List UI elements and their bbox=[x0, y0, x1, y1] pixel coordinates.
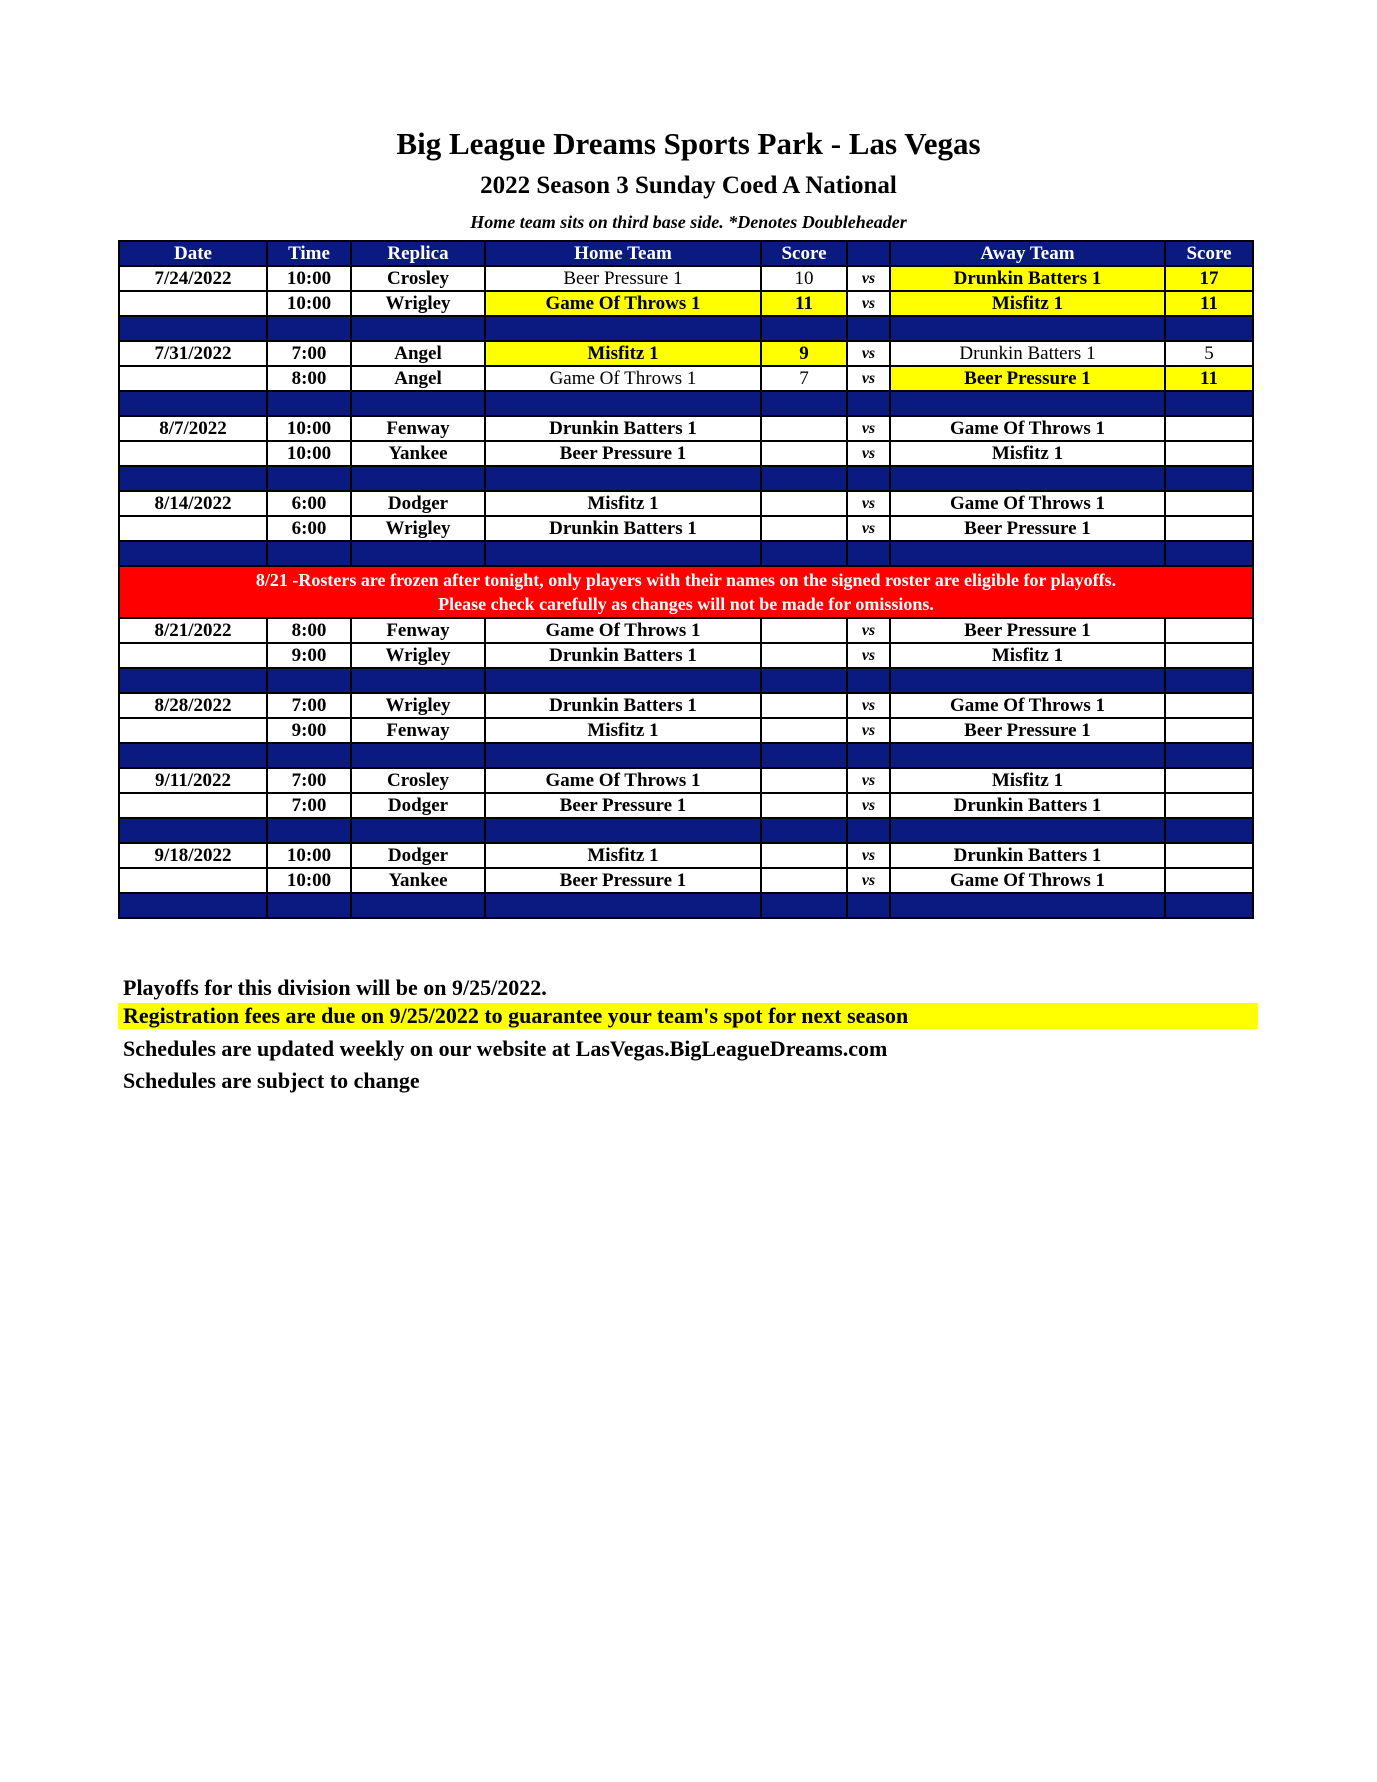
home-score bbox=[761, 618, 847, 643]
col-header-home-team: Home Team bbox=[485, 241, 761, 266]
separator-cell bbox=[485, 893, 761, 918]
col-header-away-score: Score bbox=[1165, 241, 1253, 266]
game-replica-field: Fenway bbox=[351, 718, 485, 743]
home-team: Beer Pressure 1 bbox=[485, 266, 761, 291]
game-replica-field: Fenway bbox=[351, 618, 485, 643]
separator-cell bbox=[351, 893, 485, 918]
separator-cell bbox=[1165, 541, 1253, 566]
schedule-table bbox=[118, 240, 1254, 919]
home-score bbox=[761, 768, 847, 793]
separator-cell bbox=[761, 391, 847, 416]
separator-cell bbox=[119, 466, 267, 491]
home-team: Game Of Throws 1 bbox=[485, 618, 761, 643]
roster-notice-line2: Please check carefully as changes will not be made for omissions. bbox=[438, 594, 934, 614]
separator-cell bbox=[761, 818, 847, 843]
separator-cell bbox=[847, 316, 890, 341]
page-note: Home team sits on third base side. *Denotes Doubleheader bbox=[470, 212, 907, 232]
separator-cell bbox=[119, 743, 267, 768]
vs-label: vs bbox=[847, 643, 890, 668]
table-row bbox=[119, 618, 1253, 643]
separator-cell bbox=[351, 316, 485, 341]
home-score bbox=[761, 718, 847, 743]
away-score bbox=[1165, 718, 1253, 743]
away-team: Game Of Throws 1 bbox=[890, 491, 1165, 516]
separator-cell bbox=[890, 818, 1165, 843]
game-date: 8/7/2022 bbox=[119, 416, 267, 441]
game-time: 7:00 bbox=[267, 341, 351, 366]
separator-cell bbox=[890, 893, 1165, 918]
vs-label: vs bbox=[847, 868, 890, 893]
separator-cell bbox=[847, 668, 890, 693]
separator-cell bbox=[119, 818, 267, 843]
game-replica-field: Wrigley bbox=[351, 693, 485, 718]
game-date bbox=[119, 291, 267, 316]
separator-cell bbox=[761, 743, 847, 768]
vs-label: vs bbox=[847, 416, 890, 441]
separator-cell bbox=[351, 391, 485, 416]
separator-cell bbox=[847, 466, 890, 491]
separator-cell bbox=[847, 391, 890, 416]
separator-cell bbox=[1165, 818, 1253, 843]
home-team: Misfitz 1 bbox=[485, 718, 761, 743]
game-replica-field: Yankee bbox=[351, 868, 485, 893]
game-replica-field: Crosley bbox=[351, 266, 485, 291]
away-score bbox=[1165, 491, 1253, 516]
separator-cell bbox=[890, 316, 1165, 341]
game-time: 7:00 bbox=[267, 793, 351, 818]
separator-cell bbox=[351, 818, 485, 843]
vs-label: vs bbox=[847, 718, 890, 743]
separator-cell bbox=[351, 743, 485, 768]
home-team: Misfitz 1 bbox=[485, 843, 761, 868]
home-team: Misfitz 1 bbox=[485, 491, 761, 516]
separator-cell bbox=[267, 668, 351, 693]
away-score bbox=[1165, 618, 1253, 643]
game-date bbox=[119, 868, 267, 893]
vs-label: vs bbox=[847, 491, 890, 516]
game-replica-field: Wrigley bbox=[351, 516, 485, 541]
separator-row bbox=[119, 316, 1253, 341]
separator-cell bbox=[847, 743, 890, 768]
separator-cell bbox=[267, 541, 351, 566]
separator-cell bbox=[485, 818, 761, 843]
home-score bbox=[761, 441, 847, 466]
col-header-time: Time bbox=[267, 241, 351, 266]
separator-cell bbox=[890, 391, 1165, 416]
separator-cell bbox=[1165, 391, 1253, 416]
separator-cell bbox=[119, 893, 267, 918]
vs-label: vs bbox=[847, 618, 890, 643]
game-time: 10:00 bbox=[267, 441, 351, 466]
roster-notice-line1: 8/21 -Rosters are frozen after tonight, only players with their names on the signed roster are eligible for playoffs. bbox=[255, 570, 1117, 590]
game-time: 9:00 bbox=[267, 718, 351, 743]
home-score bbox=[761, 516, 847, 541]
away-score bbox=[1165, 516, 1253, 541]
away-team: Drunkin Batters 1 bbox=[890, 843, 1165, 868]
table-row bbox=[119, 843, 1253, 868]
separator-cell bbox=[1165, 668, 1253, 693]
separator-cell bbox=[847, 893, 890, 918]
table-row bbox=[119, 793, 1253, 818]
game-date bbox=[119, 516, 267, 541]
away-team: Drunkin Batters 1 bbox=[890, 793, 1165, 818]
home-team: Game Of Throws 1 bbox=[485, 366, 761, 391]
separator-cell bbox=[1165, 743, 1253, 768]
website-note: Schedules are updated weekly on our website at LasVegas.BigLeagueDreams.com bbox=[123, 1036, 888, 1061]
separator-cell bbox=[847, 541, 890, 566]
home-team: Misfitz 1 bbox=[485, 341, 761, 366]
home-score: 9 bbox=[761, 341, 847, 366]
away-score: 17 bbox=[1165, 266, 1253, 291]
separator-row bbox=[119, 668, 1253, 693]
separator-cell bbox=[890, 668, 1165, 693]
separator-cell bbox=[267, 818, 351, 843]
separator-cell bbox=[485, 466, 761, 491]
away-score bbox=[1165, 768, 1253, 793]
separator-row bbox=[119, 466, 1253, 491]
game-time: 10:00 bbox=[267, 868, 351, 893]
game-replica-field: Yankee bbox=[351, 441, 485, 466]
page-subtitle: 2022 Season 3 Sunday Coed A National bbox=[480, 172, 897, 199]
roster-notice bbox=[119, 566, 1253, 618]
vs-label: vs bbox=[847, 843, 890, 868]
table-row bbox=[119, 643, 1253, 668]
home-team: Drunkin Batters 1 bbox=[485, 416, 761, 441]
registration-note: Registration fees are due on 9/25/2022 to guarantee your team's spot for next season bbox=[118, 1003, 1258, 1029]
game-replica-field: Angel bbox=[351, 341, 485, 366]
away-team: Misfitz 1 bbox=[890, 768, 1165, 793]
game-time: 10:00 bbox=[267, 266, 351, 291]
vs-label: vs bbox=[847, 341, 890, 366]
separator-cell bbox=[351, 668, 485, 693]
separator-row bbox=[119, 391, 1253, 416]
game-date bbox=[119, 718, 267, 743]
separator-cell bbox=[119, 668, 267, 693]
table-row bbox=[119, 718, 1253, 743]
home-score bbox=[761, 416, 847, 441]
home-team: Game Of Throws 1 bbox=[485, 291, 761, 316]
away-score bbox=[1165, 416, 1253, 441]
vs-label: vs bbox=[847, 266, 890, 291]
separator-cell bbox=[1165, 466, 1253, 491]
vs-label: vs bbox=[847, 366, 890, 391]
away-score bbox=[1165, 793, 1253, 818]
separator-cell bbox=[485, 541, 761, 566]
game-date: 8/28/2022 bbox=[119, 693, 267, 718]
separator-cell bbox=[485, 316, 761, 341]
separator-cell bbox=[267, 316, 351, 341]
vs-label: vs bbox=[847, 516, 890, 541]
away-team: Drunkin Batters 1 bbox=[890, 266, 1165, 291]
col-header-date: Date bbox=[119, 241, 267, 266]
away-team: Game Of Throws 1 bbox=[890, 693, 1165, 718]
away-team: Game Of Throws 1 bbox=[890, 868, 1165, 893]
separator-cell bbox=[890, 541, 1165, 566]
home-score: 10 bbox=[761, 266, 847, 291]
separator-cell bbox=[1165, 893, 1253, 918]
page-title: Big League Dreams Sports Park - Las Vegas bbox=[396, 126, 981, 161]
away-team: Misfitz 1 bbox=[890, 441, 1165, 466]
separator-cell bbox=[761, 668, 847, 693]
separator-cell bbox=[267, 466, 351, 491]
game-replica-field: Wrigley bbox=[351, 643, 485, 668]
vs-label: vs bbox=[847, 793, 890, 818]
away-team: Misfitz 1 bbox=[890, 643, 1165, 668]
separator-cell bbox=[267, 893, 351, 918]
home-score bbox=[761, 868, 847, 893]
game-replica-field: Wrigley bbox=[351, 291, 485, 316]
home-team: Beer Pressure 1 bbox=[485, 793, 761, 818]
game-date bbox=[119, 366, 267, 391]
away-team: Beer Pressure 1 bbox=[890, 366, 1165, 391]
separator-cell bbox=[761, 316, 847, 341]
vs-label: vs bbox=[847, 441, 890, 466]
col-header-vs bbox=[847, 241, 890, 266]
game-time: 10:00 bbox=[267, 843, 351, 868]
away-team: Beer Pressure 1 bbox=[890, 718, 1165, 743]
separator-row bbox=[119, 743, 1253, 768]
table-row bbox=[119, 416, 1253, 441]
home-score bbox=[761, 843, 847, 868]
separator-cell bbox=[267, 743, 351, 768]
game-replica-field: Dodger bbox=[351, 491, 485, 516]
separator-row bbox=[119, 818, 1253, 843]
game-replica-field: Dodger bbox=[351, 843, 485, 868]
home-team: Drunkin Batters 1 bbox=[485, 693, 761, 718]
game-time: 8:00 bbox=[267, 366, 351, 391]
home-team: Beer Pressure 1 bbox=[485, 441, 761, 466]
table-row bbox=[119, 768, 1253, 793]
game-time: 8:00 bbox=[267, 618, 351, 643]
table-row bbox=[119, 341, 1253, 366]
separator-cell bbox=[485, 668, 761, 693]
away-score: 11 bbox=[1165, 291, 1253, 316]
vs-label: vs bbox=[847, 291, 890, 316]
table-row bbox=[119, 693, 1253, 718]
game-date: 8/21/2022 bbox=[119, 618, 267, 643]
table-row bbox=[119, 516, 1253, 541]
separator-cell bbox=[761, 541, 847, 566]
separator-cell bbox=[890, 743, 1165, 768]
col-header-away-team: Away Team bbox=[890, 241, 1165, 266]
table-row bbox=[119, 266, 1253, 291]
separator-cell bbox=[847, 818, 890, 843]
game-time: 9:00 bbox=[267, 643, 351, 668]
game-date: 7/24/2022 bbox=[119, 266, 267, 291]
roster-notice-row bbox=[119, 566, 1253, 618]
home-score bbox=[761, 643, 847, 668]
game-date: 9/18/2022 bbox=[119, 843, 267, 868]
away-score bbox=[1165, 441, 1253, 466]
away-team: Beer Pressure 1 bbox=[890, 618, 1165, 643]
home-team: Drunkin Batters 1 bbox=[485, 516, 761, 541]
separator-cell bbox=[1165, 316, 1253, 341]
game-replica-field: Crosley bbox=[351, 768, 485, 793]
away-team: Drunkin Batters 1 bbox=[890, 341, 1165, 366]
separator-cell bbox=[267, 391, 351, 416]
game-replica-field: Fenway bbox=[351, 416, 485, 441]
away-score bbox=[1165, 693, 1253, 718]
game-replica-field: Dodger bbox=[351, 793, 485, 818]
away-score bbox=[1165, 868, 1253, 893]
away-team: Beer Pressure 1 bbox=[890, 516, 1165, 541]
game-date: 8/14/2022 bbox=[119, 491, 267, 516]
game-time: 7:00 bbox=[267, 693, 351, 718]
separator-cell bbox=[351, 541, 485, 566]
game-date: 7/31/2022 bbox=[119, 341, 267, 366]
game-date bbox=[119, 643, 267, 668]
game-time: 6:00 bbox=[267, 516, 351, 541]
game-time: 10:00 bbox=[267, 291, 351, 316]
table-row bbox=[119, 441, 1253, 466]
home-team: Beer Pressure 1 bbox=[485, 868, 761, 893]
away-score: 11 bbox=[1165, 366, 1253, 391]
away-score bbox=[1165, 643, 1253, 668]
game-date bbox=[119, 441, 267, 466]
table-row bbox=[119, 366, 1253, 391]
separator-cell bbox=[890, 466, 1165, 491]
home-score: 7 bbox=[761, 366, 847, 391]
separator-cell bbox=[351, 466, 485, 491]
separator-row bbox=[119, 541, 1253, 566]
separator-cell bbox=[485, 391, 761, 416]
home-score bbox=[761, 693, 847, 718]
separator-cell bbox=[761, 893, 847, 918]
table-header-row bbox=[119, 241, 1253, 266]
game-date: 9/11/2022 bbox=[119, 768, 267, 793]
game-replica-field: Angel bbox=[351, 366, 485, 391]
away-team: Misfitz 1 bbox=[890, 291, 1165, 316]
col-header-replica: Replica bbox=[351, 241, 485, 266]
table-row bbox=[119, 291, 1253, 316]
game-time: 10:00 bbox=[267, 416, 351, 441]
separator-row bbox=[119, 893, 1253, 918]
col-header-home-score: Score bbox=[761, 241, 847, 266]
table-row bbox=[119, 868, 1253, 893]
schedule-change-note: Schedules are subject to change bbox=[123, 1068, 420, 1093]
home-score: 11 bbox=[761, 291, 847, 316]
separator-cell bbox=[119, 391, 267, 416]
home-team: Drunkin Batters 1 bbox=[485, 643, 761, 668]
separator-cell bbox=[119, 316, 267, 341]
vs-label: vs bbox=[847, 693, 890, 718]
separator-cell bbox=[761, 466, 847, 491]
home-score bbox=[761, 491, 847, 516]
game-time: 6:00 bbox=[267, 491, 351, 516]
table-row bbox=[119, 491, 1253, 516]
playoffs-note: Playoffs for this division will be on 9/25/2022. bbox=[123, 975, 547, 1000]
home-team: Game Of Throws 1 bbox=[485, 768, 761, 793]
away-team: Game Of Throws 1 bbox=[890, 416, 1165, 441]
home-score bbox=[761, 793, 847, 818]
game-time: 7:00 bbox=[267, 768, 351, 793]
separator-cell bbox=[485, 743, 761, 768]
away-score: 5 bbox=[1165, 341, 1253, 366]
away-score bbox=[1165, 843, 1253, 868]
separator-cell bbox=[119, 541, 267, 566]
vs-label: vs bbox=[847, 768, 890, 793]
game-date bbox=[119, 793, 267, 818]
